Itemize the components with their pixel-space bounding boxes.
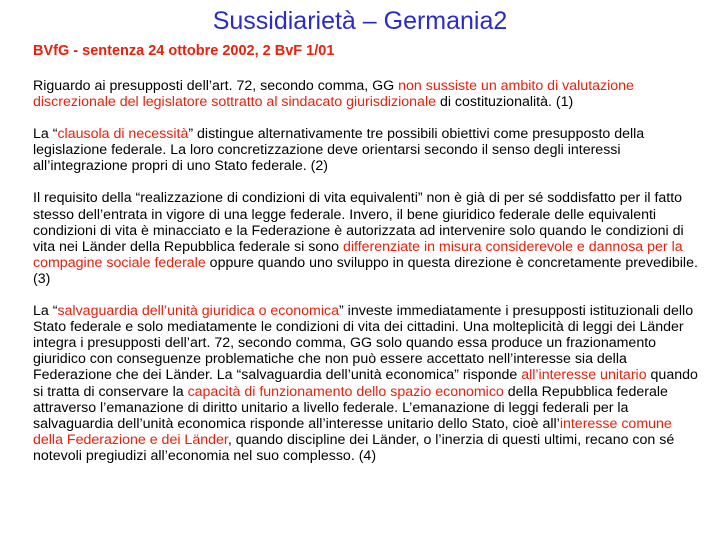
slide-subtitle: BVfG - sentenza 24 ottobre 2002, 2 BvF 1/01 — [33, 43, 335, 59]
paragraph-1 — [33, 78, 698, 110]
highlighted-text: non sussiste un ambito di valutazione discrezionale del legislatore sottratto al sindacato giurisdizionale — [33, 78, 634, 111]
highlighted-text: clausola di necessità — [57, 126, 189, 143]
text-segment: ” investe immediatamente i presupposti istituzionali dello Stato federale e solo mediatamente le condizioni di vita dei cittadini. Una molteplicità di leggi dei Länder integra i presupposti dell’art. 72, secondo comma, GG solo quando essa produce un frazionamento giuridico con conseguenze problematiche che non può essere accettato nell’interesse sia della Federazione che dei Länder. La “salvaguardia dell’unità economica” risponde — [33, 303, 694, 384]
text-segment: La “ — [33, 126, 58, 143]
text-segment: ” distingue alternativamente tre possibili obiettivi come presupposto della legislazione federale. La loro concretizzazione deve orientarsi secondo il senso degli interessi all’integrazione propri di uno Stato federale. (2) — [33, 126, 645, 175]
paragraph-2 — [33, 126, 698, 174]
highlighted-text: capacità di funzionamento dello spazio economico — [187, 383, 504, 400]
slide-title: Sussidiarietà – Germania2 — [212, 7, 508, 35]
highlighted-text: differenziate in misura considerevole e dannosa per la compagine sociale federale — [33, 238, 683, 271]
text-segment: di costituzionalità. (1) — [436, 94, 574, 111]
text-segment: Riguardo ai presupposti dell’art. 72, secondo comma, GG — [33, 78, 399, 94]
paragraph-3 — [33, 190, 698, 287]
text-segment: , quando discipline dei Länder, o l’inerzia di questi ultimi, recano con sé notevoli pregiudizi all’economia nel suo complesso. (4) — [33, 431, 675, 464]
text-segment: La “ — [33, 303, 58, 320]
text-segment: Il requisito della “realizzazione di condizioni di vita equivalenti” non è già di per sé soddisfatto per il fatto stesso dell’entrata in vigore di una legge federale. Invero, il bene giuridico federale delle equivalenti condizioni di vita è minacciato e la Federazione è autorizzata ad intervenire solo quando le condizioni di vita nei Länder della Repubblica federale si sono — [33, 190, 684, 255]
highlighted-text: all’interesse unitario — [521, 367, 647, 384]
highlighted-text: salvaguardia dell’unità giuridica o economica — [57, 303, 340, 320]
text-segment: oppure quando uno sviluppo in questa direzione è concretamente prevedibile. (3) — [33, 254, 698, 287]
highlighted-text: interesse comune della Federazione e dei Länder — [33, 415, 672, 448]
text-segment: quando si tratta di conservare la — [33, 367, 698, 400]
slide-body — [33, 78, 698, 480]
text-segment: della Repubblica federale attraverso l’emanazione di diritto unitario a livello federale. L’emanazione di leggi federali per la salvaguardia dell’unità economica risponde all’interesse unitario dello Stato, cioè all’ — [33, 383, 668, 432]
paragraph-4 — [33, 303, 698, 464]
